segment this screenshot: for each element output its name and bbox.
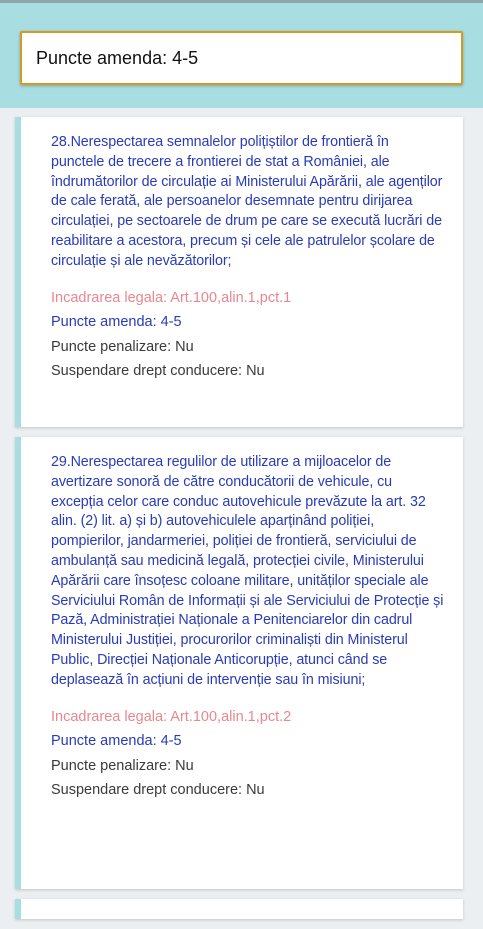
license-suspension: Suspendare drept conducere: Nu: [51, 363, 265, 380]
item-description: 29.Nerespectarea regulilor de utilizare a mijloacelor de avertizare sonoră de către conducătorii de vehicule, cu excepția celor care conduc autovehicule prevăzute la art. 32 alin. (2) lit. a) și b) autovehiculele aparținând poliției, pompierilor, jandarmeriei, poliției de frontieră, serviciului de ambulanță sau medicină legală, protecției civile, Ministerului Apărării care însoțesc coloane militare, unităților speciale ale Serviciului Român de Informații și ale Serviciului de Protecție și Pază, Administrației Naționale a Penitenciarelor din cadrul Ministerului Justiției, procurorilor criminaliști din Ministerul Public, Direcției Naționale Anticorupție, atunci când se deplasează în acțiuni de intervenție sau în misiuni;: [51, 454, 444, 688]
search-box[interactable]: [20, 31, 463, 85]
item-description: 28.Nerespectarea semnalelor polițiștilor de frontieră în punctele de trecere a frontierei de stat a României, ale îndrumătorilor de circulație ai Ministerului Apărării, ale agenților de cale ferată, ale persoanelor desemnate pentru dirijarea circulației, pe sectoarele de drum pe care se execută lucrări de reabilitare a acestora, precum și cele ale patrulelor școlare de circulație și ale nevăzătorilor;: [51, 134, 443, 269]
legal-reference: Incadrarea legala: Art.100,alin.1,pct.2: [51, 708, 292, 725]
search-input[interactable]: [36, 33, 446, 83]
results-list[interactable]: [15, 117, 463, 929]
list-item[interactable]: [15, 437, 463, 889]
fine-points: Puncte amenda: 4-5: [51, 314, 182, 331]
penalty-points: Puncte penalizare: Nu: [51, 338, 194, 355]
license-suspension: Suspendare drept conducere: Nu: [51, 782, 265, 799]
legal-reference: Incadrarea legala: Art.100,alin.1,pct.1: [51, 289, 292, 306]
app-header: [0, 0, 483, 108]
penalty-points: Puncte penalizare: Nu: [51, 757, 194, 774]
list-item[interactable]: [15, 117, 463, 427]
list-item[interactable]: [15, 899, 463, 919]
fine-points: Puncte amenda: 4-5: [51, 733, 182, 750]
